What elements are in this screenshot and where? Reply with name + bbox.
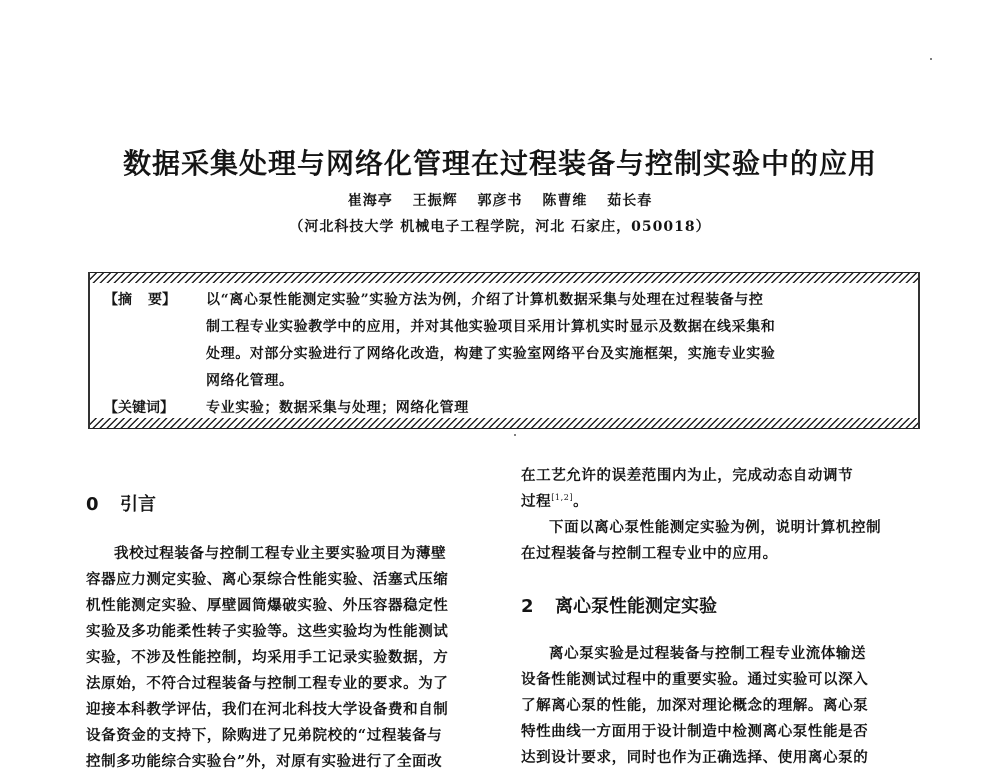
scan-speck (514, 434, 516, 436)
abstract-border-bottom (88, 418, 920, 429)
body-line: 容器应力测定实验、离心泵综合性能实验、活塞式压缩 (86, 571, 449, 588)
body-line: 迎接本科教学评估，我们在河北科技大学设备费和自制 (86, 701, 449, 718)
body-line: 设备性能测试过程中的重要实验。通过实验可以深入 (521, 671, 869, 688)
keywords-text: 专业实验；数据采集与处理；网络化管理 (206, 400, 469, 416)
section-number: 2 (521, 596, 534, 617)
abstract-line: 制工程专业实验教学中的应用，并对其他实验项目采用计算机实时显示及数据在线采集和 (206, 319, 776, 335)
abstract-line: 以“离心泵性能测定实验”实验方法为例，介绍了计算机数据采集与处理在过程装备与控 (206, 292, 764, 308)
body-line: 设备资金的支持下，除购进了兄弟院校的“过程装备与 (86, 727, 443, 744)
body-line: 特性曲线一方面用于设计制造中检测离心泵性能是否 (521, 723, 869, 740)
body-line: 实验，不涉及性能控制，均采用手工记录实验数据，方 (86, 649, 449, 666)
section-heading-intro (86, 490, 156, 516)
body-line: 了解离心泵的性能，加深对理论概念的理解。离心泵 (521, 697, 869, 714)
abstract-line: 网络化管理。 (206, 373, 294, 389)
scan-speck (930, 58, 932, 60)
body-line: 达到设计要求，同时也作为正确选择、使用离心泵的 (521, 749, 869, 766)
abstract-label-close: 要】 (148, 292, 176, 308)
abstract-border-right (918, 272, 920, 429)
abstract-border-top (88, 272, 920, 283)
body-line: 法原始，不符合过程装备与控制工程专业的要求。为了 (86, 675, 449, 692)
body-line: 实验及多功能柔性转子实验等。这些实验均为性能测试 (86, 623, 449, 640)
body-line: 控制多功能综合实验台”外，对原有实验进行了全面改 (86, 753, 443, 770)
section-title: 离心泵性能测定实验 (555, 596, 717, 617)
abstract-label (104, 289, 176, 309)
abstract-border-left (88, 272, 90, 429)
citation-ref: [1,2] (551, 493, 574, 503)
affiliation: （河北科技大学 机械电子工程学院，河北 石家庄，050018） (289, 219, 711, 235)
body-line-with-citation (521, 490, 588, 511)
body-line: 在过程装备与控制工程专业中的应用。 (521, 545, 778, 562)
keywords-label: 【关键词】 (104, 400, 174, 416)
abstract-label-open: 【摘 (104, 292, 132, 308)
body-line: 机性能测定实验、厚壁圆筒爆破实验、外压容器稳定性 (86, 597, 449, 614)
abstract-line: 处理。对部分实验进行了网络化改造，构建了实验室网络平台及实施框架，实施专业实验 (206, 346, 776, 362)
period: 。 (573, 493, 589, 510)
body-line: 下面以离心泵性能测定实验为例，说明计算机控制 (549, 519, 882, 536)
paper-title: 数据采集处理与网络化管理在过程装备与控制实验中的应用 (122, 147, 877, 180)
body-line: 我校过程装备与控制工程专业主要实验项目为薄壁 (114, 545, 447, 562)
section-number: 0 (86, 494, 99, 515)
section-title: 引言 (120, 494, 156, 515)
body-line: 在工艺允许的误差范围内为止，完成动态自动调节 (521, 467, 854, 484)
body-line: 离心泵实验是过程装备与控制工程专业流体输送 (549, 645, 867, 662)
section-heading-pump (521, 592, 717, 618)
body-text: 过程 (521, 493, 552, 510)
author-list: 崔海亭 王振辉 郭彦书 陈曹维 茹长春 (347, 193, 653, 209)
